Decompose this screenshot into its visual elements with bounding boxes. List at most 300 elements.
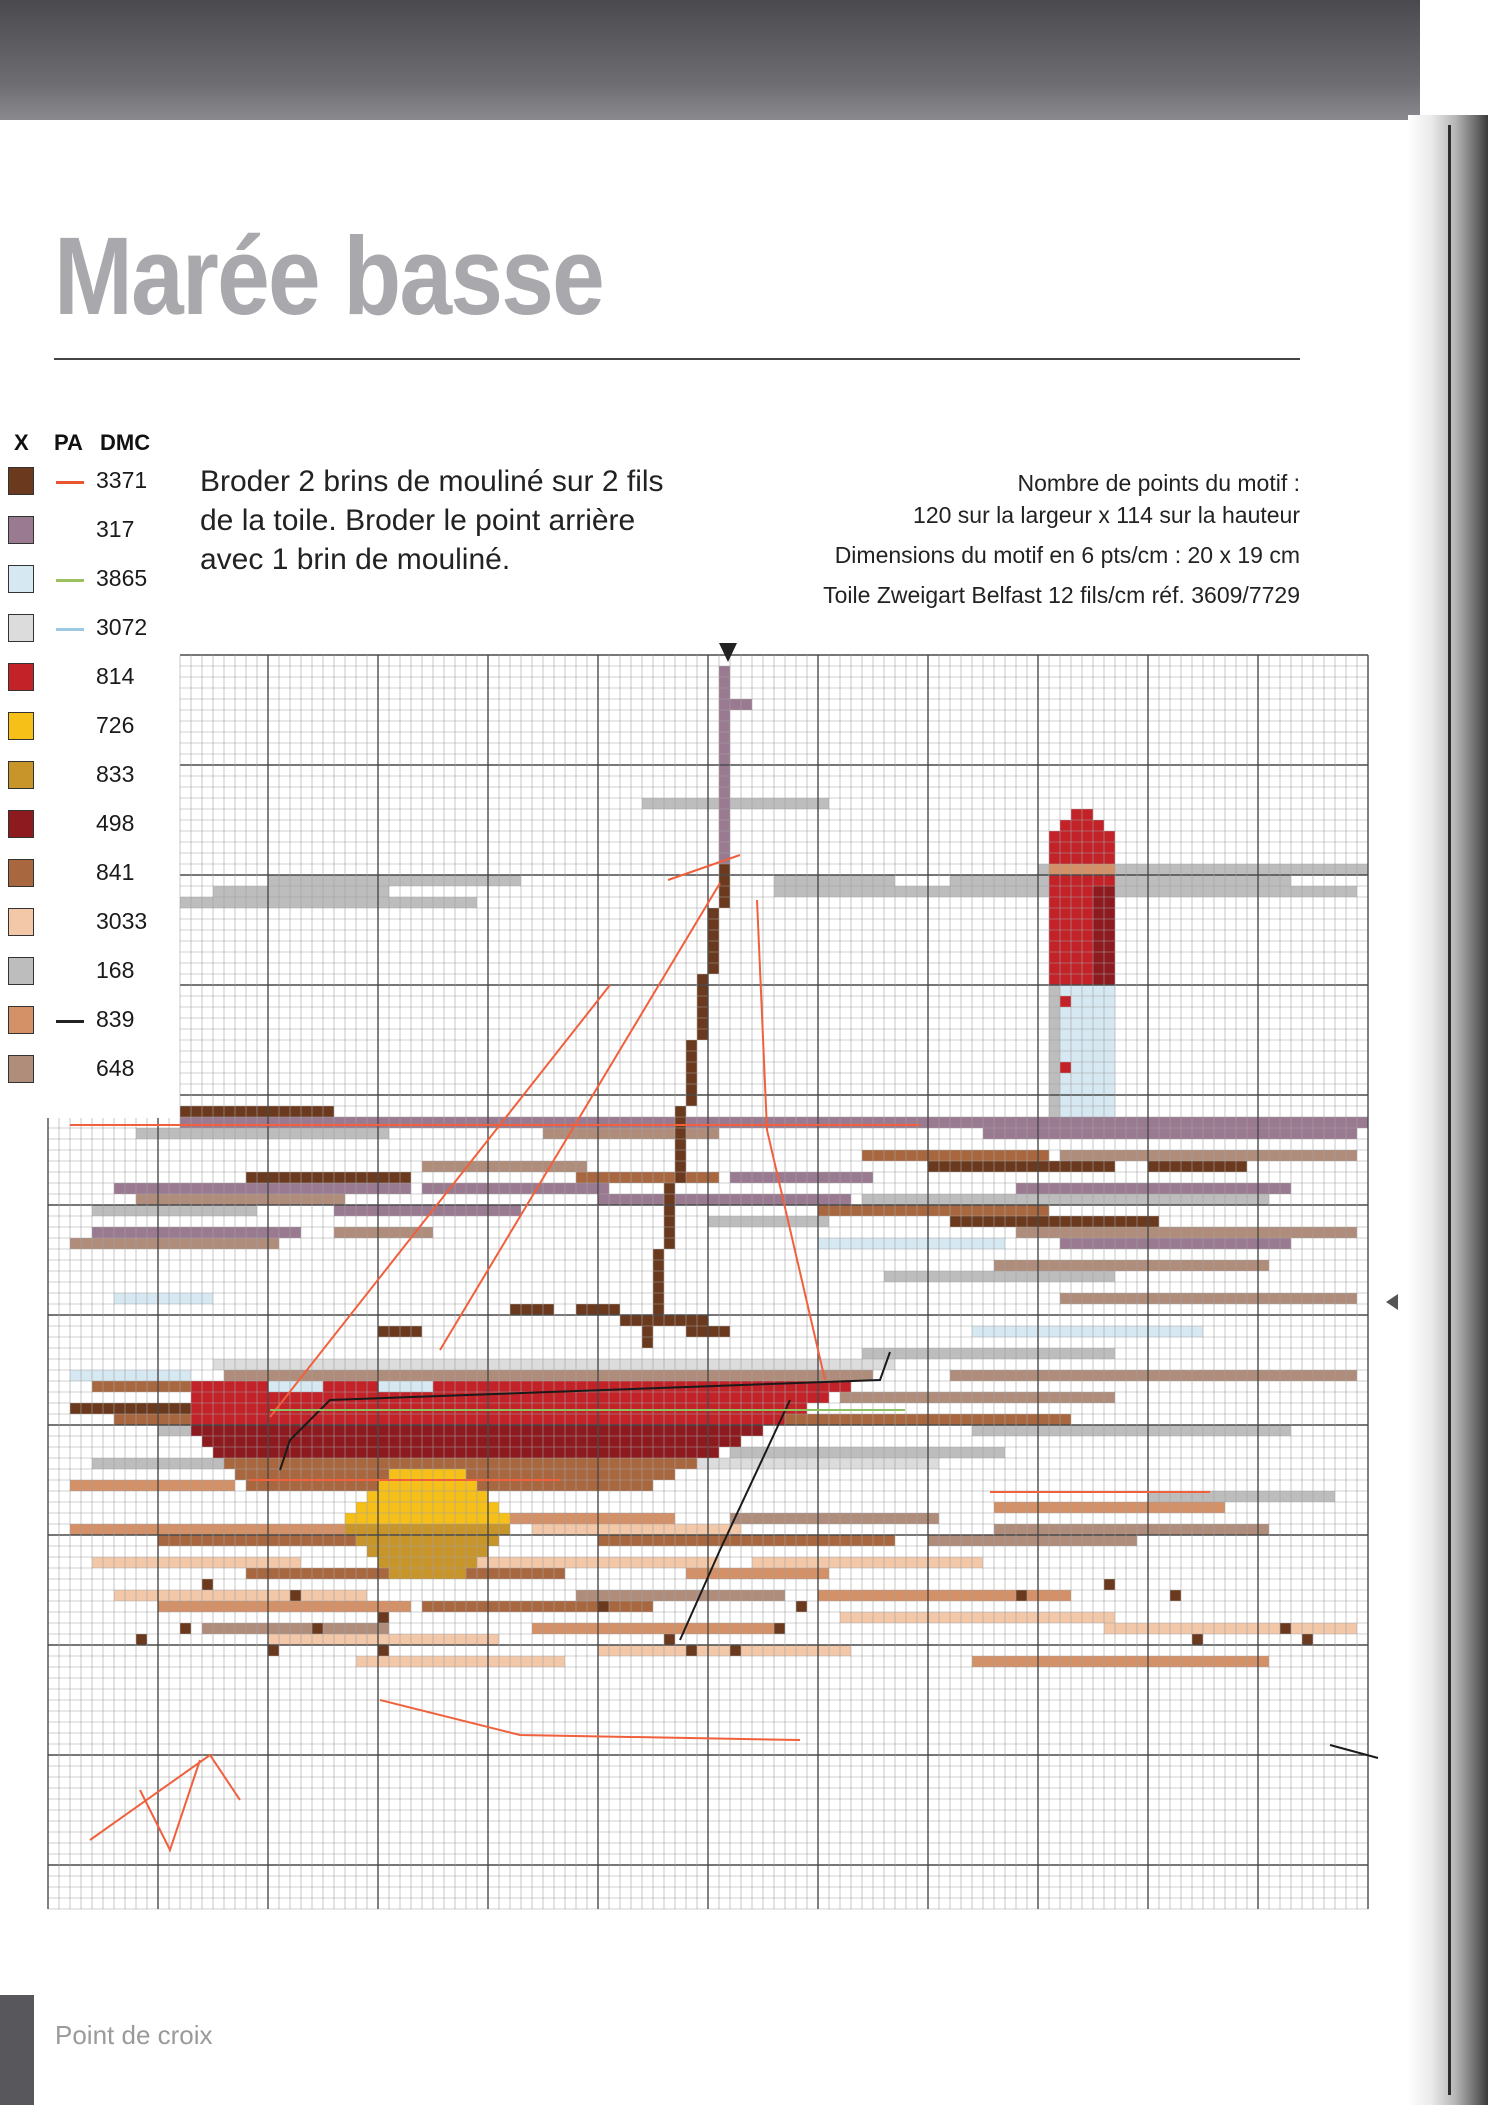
hull-stitch	[565, 1447, 576, 1458]
hull-stitch	[587, 1392, 598, 1403]
cloud-stitch	[466, 897, 477, 908]
water-stitch	[818, 1194, 829, 1205]
cloud-stitch	[972, 875, 983, 886]
hull-deck	[796, 1370, 807, 1381]
cloud-stitch	[1291, 864, 1302, 875]
water-stitch	[796, 1513, 807, 1524]
water-stitch	[488, 1601, 499, 1612]
horizon-stitch	[1335, 1128, 1346, 1139]
hull-stitch	[554, 1436, 565, 1447]
lighthouse-stitch	[1060, 897, 1071, 908]
hull-stitch	[246, 1381, 257, 1392]
water-stitch	[939, 1612, 950, 1623]
water-stitch	[554, 1601, 565, 1612]
hull-stitch	[730, 1414, 741, 1425]
lighthouse-stitch	[1071, 1095, 1082, 1106]
water-stitch	[697, 1645, 708, 1656]
horizon-stitch	[1324, 1117, 1335, 1128]
water-stitch	[576, 1524, 587, 1535]
cloud-stitch	[334, 886, 345, 897]
lighthouse-stitch	[1093, 1095, 1104, 1106]
water-stitch	[1071, 1502, 1082, 1513]
lighthouse-stitch	[1060, 1029, 1071, 1040]
sail-boom	[378, 1326, 389, 1337]
water-stitch	[1258, 1150, 1269, 1161]
water-stitch	[1225, 1150, 1236, 1161]
lighthouse-stitch	[1060, 842, 1071, 853]
water-stitch	[202, 1205, 213, 1216]
hull-deck	[268, 1370, 279, 1381]
water-stitch	[1137, 1216, 1148, 1227]
water-stitch	[345, 1634, 356, 1645]
water-stitch	[1247, 1194, 1258, 1205]
hull-stitch	[323, 1381, 334, 1392]
water-stitch	[587, 1183, 598, 1194]
hull-deck	[862, 1359, 873, 1370]
cloud-stitch	[466, 875, 477, 886]
horizon-stitch	[1192, 1117, 1203, 1128]
sun-stitch	[367, 1502, 378, 1513]
water-stitch	[378, 1634, 389, 1645]
water-stitch	[1027, 1161, 1038, 1172]
water-stitch	[543, 1568, 554, 1579]
water-stitch	[1346, 1623, 1357, 1634]
water-stitch	[323, 1194, 334, 1205]
hull-stitch	[576, 1480, 587, 1491]
water-stitch	[136, 1524, 147, 1535]
hull-stitch	[719, 1403, 730, 1414]
water-stitch	[1038, 1348, 1049, 1359]
horizon-stitch	[631, 1117, 642, 1128]
horizon-stitch	[257, 1128, 268, 1139]
horizon-stitch	[213, 1128, 224, 1139]
hull-stitch	[279, 1425, 290, 1436]
lighthouse-stitch	[1071, 842, 1082, 853]
water-stitch	[290, 1568, 301, 1579]
hull-deck	[356, 1370, 367, 1381]
water-stitch	[939, 1557, 950, 1568]
sun-stitch	[367, 1535, 378, 1546]
horizon-stitch	[224, 1128, 235, 1139]
sun-stitch	[433, 1557, 444, 1568]
sun-stitch	[367, 1491, 378, 1502]
water-stitch	[70, 1480, 81, 1491]
hull-stitch	[598, 1480, 609, 1491]
hull-deck	[323, 1370, 334, 1381]
water-stitch	[1071, 1348, 1082, 1359]
water-stitch	[213, 1458, 224, 1469]
hull-deck	[642, 1359, 653, 1370]
horizon-stitch	[829, 1117, 840, 1128]
water-stitch	[884, 1513, 895, 1524]
water-stitch	[752, 1216, 763, 1227]
water-stitch	[818, 1590, 829, 1601]
lighthouse-stitch	[1082, 1073, 1093, 1084]
water-stitch	[411, 1634, 422, 1645]
water-stitch	[1071, 1238, 1082, 1249]
water-stitch	[994, 1425, 1005, 1436]
legend-dmc-code: 3072	[96, 614, 148, 640]
water-stitch	[1148, 1260, 1159, 1271]
hull-stitch	[422, 1403, 433, 1414]
water-stitch	[125, 1414, 136, 1425]
horizon-stitch	[1148, 1128, 1159, 1139]
water-stitch	[1082, 1194, 1093, 1205]
hull-stitch	[356, 1480, 367, 1491]
hull-stitch	[301, 1436, 312, 1447]
water-stitch	[1126, 1535, 1137, 1546]
horizon-stitch	[664, 1117, 675, 1128]
water-stitch	[1071, 1293, 1082, 1304]
water-stitch	[664, 1557, 675, 1568]
water-stitch	[818, 1447, 829, 1458]
water-stitch	[653, 1513, 664, 1524]
water-stitch	[1115, 1656, 1126, 1667]
water-stitch	[906, 1348, 917, 1359]
legend-dmc-code: 648	[96, 1055, 135, 1081]
hull-stitch	[235, 1414, 246, 1425]
water-stitch	[136, 1293, 147, 1304]
water-stitch	[213, 1623, 224, 1634]
water-stitch	[983, 1326, 994, 1337]
water-stitch	[917, 1513, 928, 1524]
water-stitch	[136, 1238, 147, 1249]
water-stitch	[103, 1205, 114, 1216]
sun-stitch	[488, 1502, 499, 1513]
water-stitch	[609, 1557, 620, 1568]
horizon-stitch	[1005, 1117, 1016, 1128]
hull-stitch	[433, 1414, 444, 1425]
lighthouse-stitch	[1049, 985, 1060, 996]
hull-stitch	[686, 1403, 697, 1414]
horizon-stitch	[246, 1117, 257, 1128]
water-stitch	[1082, 1535, 1093, 1546]
water-stitch	[763, 1590, 774, 1601]
hull-stitch	[521, 1403, 532, 1414]
water-stitch	[906, 1238, 917, 1249]
horizon-stitch	[1225, 1117, 1236, 1128]
hull-stitch	[510, 1480, 521, 1491]
hull-stitch	[246, 1458, 257, 1469]
horizon-stitch	[906, 1117, 917, 1128]
lighthouse-stitch	[1049, 930, 1060, 941]
water-stitch	[620, 1535, 631, 1546]
sun-stitch	[367, 1546, 378, 1557]
mast-stitch	[719, 765, 730, 776]
horizon-stitch	[1324, 1128, 1335, 1139]
hull-stitch	[587, 1458, 598, 1469]
water-stitch	[268, 1535, 279, 1546]
water-stitch	[389, 1183, 400, 1194]
water-stitch	[807, 1414, 818, 1425]
water-stitch	[752, 1172, 763, 1183]
hull-stitch	[664, 1381, 675, 1392]
cloud-stitch	[1148, 864, 1159, 875]
water-stitch	[158, 1293, 169, 1304]
lighthouse-stitch	[1049, 963, 1060, 974]
water-stitch	[202, 1590, 213, 1601]
mast-stitch	[675, 1161, 686, 1172]
hull-stitch	[697, 1436, 708, 1447]
water-stitch	[774, 1447, 785, 1458]
lighthouse-stitch	[1082, 842, 1093, 853]
horizon-stitch	[301, 1117, 312, 1128]
hull-stitch	[433, 1436, 444, 1447]
water-stitch	[961, 1557, 972, 1568]
water-stitch	[939, 1194, 950, 1205]
water-stitch	[1071, 1183, 1082, 1194]
cloud-stitch	[213, 886, 224, 897]
water-stitch	[1060, 1370, 1071, 1381]
water-stitch	[1258, 1183, 1269, 1194]
water-stitch	[290, 1601, 301, 1612]
cloud-stitch	[455, 897, 466, 908]
cloud-stitch	[1335, 864, 1346, 875]
water-stitch	[477, 1568, 488, 1579]
lighthouse-stitch	[1071, 908, 1082, 919]
sail-boom	[642, 1315, 653, 1326]
water-stitch	[235, 1557, 246, 1568]
water-stitch	[158, 1370, 169, 1381]
water-stitch	[1236, 1150, 1247, 1161]
water-stitch	[1027, 1150, 1038, 1161]
cloud-stitch	[345, 875, 356, 886]
hull-deck	[763, 1370, 774, 1381]
water-stitch	[1225, 1161, 1236, 1172]
horizon-stitch	[532, 1117, 543, 1128]
hull-trim	[279, 1381, 290, 1392]
water-stitch	[191, 1238, 202, 1249]
water-stitch	[114, 1293, 125, 1304]
water-stitch	[840, 1447, 851, 1458]
water-stitch	[1126, 1293, 1137, 1304]
water-stitch	[400, 1205, 411, 1216]
water-stitch	[1225, 1293, 1236, 1304]
horizon-stitch	[1181, 1128, 1192, 1139]
horizon-stitch	[488, 1117, 499, 1128]
lighthouse-stitch	[1060, 1073, 1071, 1084]
water-stitch	[1269, 1150, 1280, 1161]
water-stitch	[268, 1172, 279, 1183]
horizon-stitch	[1016, 1128, 1027, 1139]
sun-stitch	[356, 1502, 367, 1513]
water-stitch	[994, 1524, 1005, 1535]
water-stitch	[169, 1403, 180, 1414]
lighthouse-stitch	[1082, 831, 1093, 842]
water-stitch	[1170, 1161, 1181, 1172]
water-stitch	[785, 1458, 796, 1469]
water-stitch	[1082, 1370, 1093, 1381]
water-stitch	[1203, 1238, 1214, 1249]
horizon-stitch	[180, 1106, 191, 1117]
water-stitch	[114, 1381, 125, 1392]
water-stitch	[136, 1557, 147, 1568]
water-stitch	[279, 1524, 290, 1535]
hull-stitch	[532, 1403, 543, 1414]
horizon-stitch	[444, 1117, 455, 1128]
water-stitch	[1115, 1227, 1126, 1238]
water-stitch	[1181, 1370, 1192, 1381]
water-stitch	[851, 1557, 862, 1568]
water-stitch	[895, 1392, 906, 1403]
sun-stitch	[356, 1513, 367, 1524]
water-stitch	[1181, 1260, 1192, 1271]
cloud-stitch	[235, 886, 246, 897]
water-stitch	[1148, 1161, 1159, 1172]
water-stitch	[422, 1601, 433, 1612]
water-stitch	[532, 1656, 543, 1667]
water-stitch	[169, 1458, 180, 1469]
hull-stitch	[664, 1436, 675, 1447]
sun-stitch	[411, 1524, 422, 1535]
cloud-stitch	[246, 886, 257, 897]
cloud-stitch	[1016, 886, 1027, 897]
water-stitch	[565, 1524, 576, 1535]
water-stitch	[1247, 1656, 1258, 1667]
mast-stitch	[719, 721, 730, 732]
sun-stitch	[455, 1568, 466, 1579]
water-stitch	[213, 1194, 224, 1205]
lighthouse-stitch	[1049, 1062, 1060, 1073]
water-stitch	[279, 1634, 290, 1645]
cloud-stitch	[1236, 886, 1247, 897]
water-stitch	[950, 1447, 961, 1458]
lighthouse-stitch	[1082, 886, 1093, 897]
sail-boom	[697, 1315, 708, 1326]
sun-stitch	[378, 1502, 389, 1513]
mast-stitch	[653, 1293, 664, 1304]
water-stitch	[1247, 1370, 1258, 1381]
water-stitch	[1302, 1227, 1313, 1238]
water-stitch	[455, 1205, 466, 1216]
water-stitch	[598, 1645, 609, 1656]
horizon-stitch	[1038, 1117, 1049, 1128]
mast-stitch	[653, 1282, 664, 1293]
water-stitch	[356, 1227, 367, 1238]
horizon-stitch	[191, 1117, 202, 1128]
hull-stitch	[521, 1458, 532, 1469]
hull-stitch	[477, 1381, 488, 1392]
horizon-stitch	[895, 1117, 906, 1128]
mast-stitch	[664, 1216, 675, 1227]
water-stitch	[785, 1557, 796, 1568]
cloud-stitch	[1313, 864, 1324, 875]
hull-stitch	[213, 1381, 224, 1392]
water-stitch	[1126, 1502, 1137, 1513]
horizon-stitch	[389, 1117, 400, 1128]
water-stitch	[268, 1601, 279, 1612]
sail-boom	[587, 1304, 598, 1315]
water-stitch	[554, 1524, 565, 1535]
water-stitch	[972, 1414, 983, 1425]
water-stitch	[114, 1238, 125, 1249]
water-stitch	[697, 1194, 708, 1205]
hull-stitch	[411, 1403, 422, 1414]
water-stitch	[1093, 1502, 1104, 1513]
lighthouse-stitch	[1071, 1062, 1082, 1073]
water-stitch	[1170, 1260, 1181, 1271]
cloud-stitch	[1181, 886, 1192, 897]
water-stitch	[1027, 1502, 1038, 1513]
sail-boom	[609, 1304, 620, 1315]
water-stitch	[246, 1183, 257, 1194]
water-stitch	[1115, 1238, 1126, 1249]
water-stitch	[279, 1194, 290, 1205]
lighthouse-stitch	[1060, 886, 1071, 897]
water-stitch	[1038, 1612, 1049, 1623]
hull-stitch	[444, 1392, 455, 1403]
cloud-stitch	[290, 897, 301, 908]
hull-deck	[609, 1370, 620, 1381]
horizon-stitch	[1181, 1117, 1192, 1128]
water-stitch	[499, 1656, 510, 1667]
water-stitch	[873, 1447, 884, 1458]
sun-stitch	[400, 1524, 411, 1535]
water-stitch	[125, 1238, 136, 1249]
water-stitch	[290, 1183, 301, 1194]
water-stitch	[928, 1392, 939, 1403]
water-stitch	[972, 1205, 983, 1216]
sun-stitch	[389, 1546, 400, 1557]
water-stitch	[1170, 1524, 1181, 1535]
sun-stitch	[400, 1557, 411, 1568]
water-stitch	[70, 1238, 81, 1249]
water-stitch	[191, 1458, 202, 1469]
lighthouse-stitch	[1093, 897, 1104, 908]
water-stitch	[1302, 1623, 1313, 1634]
water-stitch	[1071, 1260, 1082, 1271]
hull-stitch	[345, 1425, 356, 1436]
cloud-stitch	[796, 886, 807, 897]
sun-stitch	[389, 1568, 400, 1579]
water-stitch	[92, 1205, 103, 1216]
cloud-stitch	[774, 886, 785, 897]
water-stitch	[202, 1480, 213, 1491]
water-stitch	[268, 1183, 279, 1194]
water-stitch	[1005, 1271, 1016, 1282]
sail-boom	[400, 1326, 411, 1337]
horizon-stitch	[356, 1128, 367, 1139]
water-stitch	[1093, 1293, 1104, 1304]
water-stitch	[1115, 1535, 1126, 1546]
water-stitch	[774, 1645, 785, 1656]
water-stitch	[708, 1194, 719, 1205]
sand-dot	[180, 1623, 191, 1634]
water-stitch	[213, 1601, 224, 1612]
water-stitch	[752, 1623, 763, 1634]
water-stitch	[268, 1227, 279, 1238]
water-stitch	[378, 1601, 389, 1612]
lighthouse-stitch	[1049, 853, 1060, 864]
water-stitch	[301, 1623, 312, 1634]
hull-stitch	[488, 1436, 499, 1447]
lighthouse-stitch	[1082, 897, 1093, 908]
hull-stitch	[455, 1425, 466, 1436]
water-stitch	[180, 1293, 191, 1304]
hull-deck	[521, 1370, 532, 1381]
water-stitch	[961, 1205, 972, 1216]
water-stitch	[565, 1557, 576, 1568]
water-stitch	[1335, 1623, 1346, 1634]
hull-stitch	[400, 1447, 411, 1458]
water-stitch	[1071, 1194, 1082, 1205]
lighthouse-stitch	[1060, 919, 1071, 930]
cloud-stitch	[983, 886, 994, 897]
cloud-stitch	[752, 798, 763, 809]
lighthouse-stitch	[1049, 908, 1060, 919]
cloud-stitch	[301, 897, 312, 908]
water-stitch	[235, 1524, 246, 1535]
